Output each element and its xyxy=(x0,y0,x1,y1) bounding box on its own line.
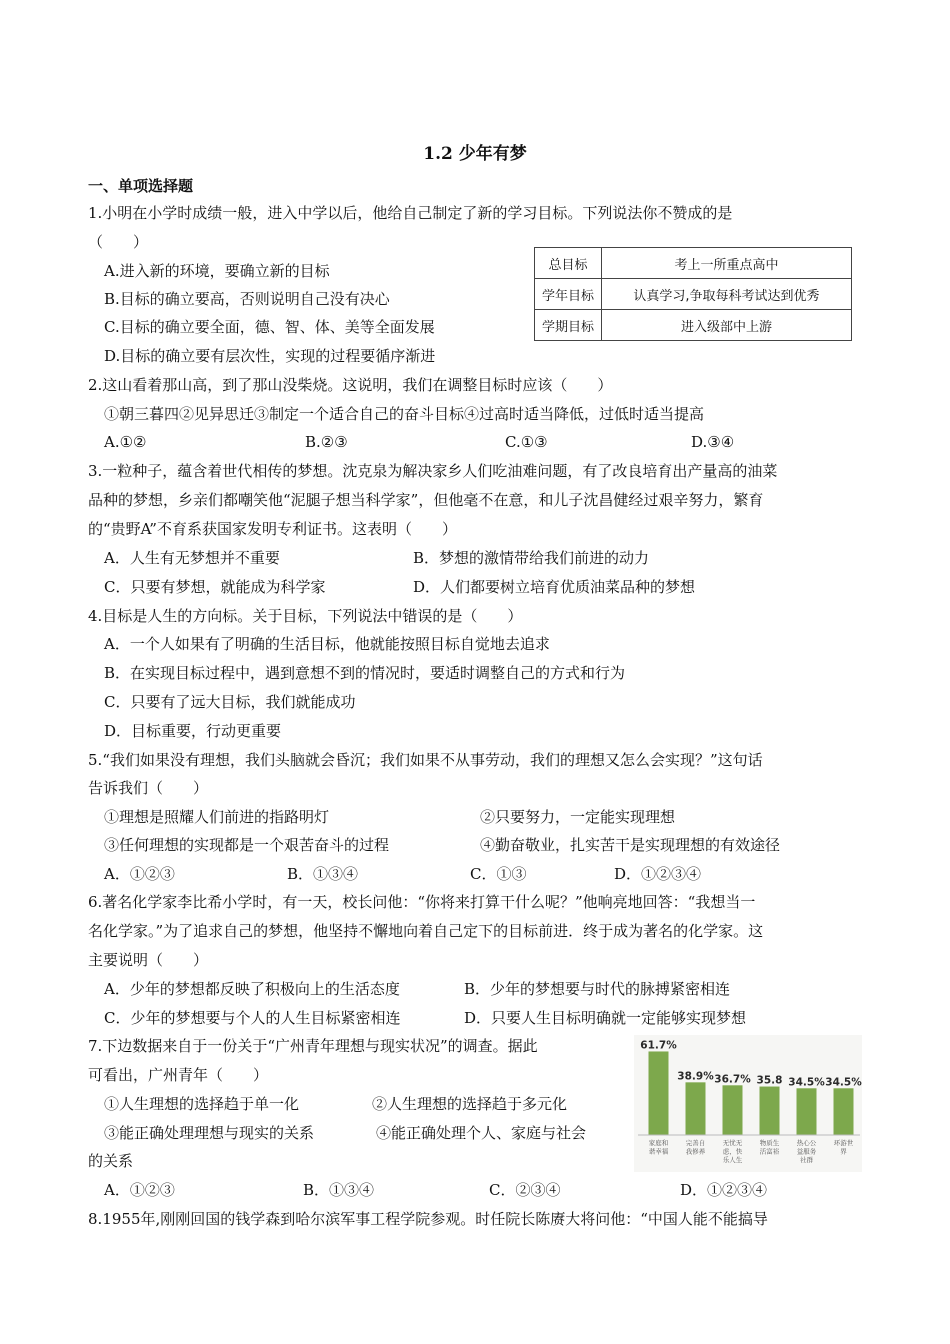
q2-items: ①朝三暮四②见异思迁③制定一个适合自己的奋斗目标④过高时适当降低，过低时适当提高 xyxy=(104,405,705,423)
q1-answer-paren: （ ） xyxy=(88,233,149,251)
q1-stem: 1.小明在小学时成绩一般，进入中学以后，他给自己制定了新的学习目标。下列说法你不赞成的是 xyxy=(88,204,733,222)
q3-option-b: B．梦想的激情带给我们前进的动力 xyxy=(413,549,650,567)
goal-label: 学年目标 xyxy=(535,279,602,310)
q5-stem-line: 告诉我们（ ） xyxy=(88,779,209,797)
q5-stem-line: 5.“我们如果没有理想，我们头脑就会昏沉；我们如果不从事劳动，我们的理想又怎么会实现？”这句话 xyxy=(88,751,763,769)
q1-option-a: A.进入新的环境，要确立新的目标 xyxy=(104,262,330,280)
q2-stem: 2.这山看着那山高，到了那山没柴烧。这说明，我们在调整目标时应该（ ） xyxy=(88,376,613,394)
q7-option-c: C．②③④ xyxy=(489,1181,561,1199)
chart-bar xyxy=(797,1088,817,1135)
goal-label: 学期目标 xyxy=(535,310,602,341)
q7-option-b: B．①③④ xyxy=(303,1181,375,1199)
chart-category-label: 家庭和 xyxy=(648,1139,669,1147)
q1-option-c: C.目标的确立要全面，德、智、体、美等全面发展 xyxy=(104,318,435,336)
q4-stem: 4.目标是人生的方向标。关于目标，下列说法中错误的是（ ） xyxy=(88,607,523,625)
q5-option-b: B．①③④ xyxy=(287,865,359,883)
q7-item-1: ①人生理想的选择趋于单一化 xyxy=(104,1095,300,1113)
q5-option-a: A．①②③ xyxy=(104,865,175,883)
goal-table-row xyxy=(535,310,852,341)
chart-value-label: 34.5% xyxy=(788,1076,825,1089)
section-heading: 一、单项选择题 xyxy=(88,177,194,195)
goal-value: 进入级部中上游 xyxy=(602,310,852,341)
chart-value-label: 35.8 xyxy=(756,1074,783,1087)
goal-value: 认真学习,争取每科考试达到优秀 xyxy=(602,279,852,310)
q3-stem-line: 的“贵野A”不育系获国家发明专利证书。这表明（ ） xyxy=(88,520,457,538)
q3-stem-line: 3.一粒种子，蕴含着世代相传的梦想。沈克泉为解决家乡人们吃油难问题，有了改良培育出产量高的油菜 xyxy=(88,462,778,480)
q7-item-3: ③能正确处理理想与现实的关系 xyxy=(104,1124,315,1142)
page-title: 1.2 少年有梦 xyxy=(423,144,527,164)
goal-table-row xyxy=(535,279,852,310)
q8-stem: 8.1955年,刚刚回国的钱学森到哈尔滨军事工程学院参观。时任院长陈赓大将问他：“中国人能不能搞导 xyxy=(88,1210,768,1228)
q7-stem-line: 7.下边数据来自于一份关于“广州青年理想与现实状况”的调查。据此 xyxy=(88,1037,538,1055)
q4-option-b: B．在实现目标过程中，遇到意想不到的情况时，要适时调整自己的方式和行为 xyxy=(104,664,626,682)
q5-option-c: C．①③ xyxy=(470,865,527,883)
q5-option-d: D．①②③④ xyxy=(614,865,702,883)
q4-option-c: C．只要有了远大目标，我们就能成功 xyxy=(104,693,356,711)
q1-option-b: B.目标的确立要高，否则说明自己没有决心 xyxy=(104,290,390,308)
q3-option-d: D．人们都要树立培育优质油菜品种的梦想 xyxy=(413,578,696,596)
q3-stem-line: 品种的梦想，乡亲们都嘲笑他“泥腿子想当科学家”，但他毫不在意，和儿子沈昌健经过艰辛努力，繁育 xyxy=(88,491,764,509)
goal-label: 总目标 xyxy=(535,248,602,279)
q6-stem-line: 名化学家。”为了追求自己的梦想，他坚持不懈地向着自己定下的目标前进．终于成为著名的化学家。这 xyxy=(88,922,764,940)
chart-bar xyxy=(834,1088,854,1135)
q3-option-c: C．只要有梦想，就能成为科学家 xyxy=(104,578,326,596)
q2-option-b: B.②③ xyxy=(305,433,348,451)
chart-canvas xyxy=(634,1035,862,1172)
q4-option-d: D．目标重要，行动更重要 xyxy=(104,722,282,740)
q5-item-4: ④勤奋敬业，扎实苦干是实现理想的有效途径 xyxy=(480,836,781,854)
q7-item-2: ②人生理想的选择趋于多元化 xyxy=(372,1095,568,1113)
chart-category-label: 虑，快 xyxy=(722,1147,743,1156)
chart-value-label: 36.7% xyxy=(714,1073,751,1086)
survey-bar-chart xyxy=(634,1035,862,1172)
chart-bar xyxy=(760,1087,780,1135)
chart-bar xyxy=(649,1051,669,1135)
chart-category-label: 完善自 xyxy=(685,1139,706,1147)
chart-category-label: 活富裕 xyxy=(759,1147,780,1156)
chart-value-label: 61.7% xyxy=(640,1039,677,1052)
q7-item-4: ④能正确处理个人、家庭与社会 xyxy=(376,1124,587,1142)
q4-option-a: A．一个人如果有了明确的生活目标，他就能按照目标自觉地去追求 xyxy=(104,635,550,653)
chart-category-label: 热心公 xyxy=(796,1139,817,1147)
chart-category-label: 谐幸福 xyxy=(648,1147,669,1156)
q5-item-1: ①理想是照耀人们前进的指路明灯 xyxy=(104,808,330,826)
chart-category-label: 乐人生 xyxy=(722,1156,743,1164)
chart-category-label: 物质生 xyxy=(759,1139,780,1147)
chart-bar xyxy=(723,1085,743,1135)
q6-option-a: A．少年的梦想都反映了积极向上的生活态度 xyxy=(104,980,400,998)
q2-option-c: C.①③ xyxy=(505,433,548,451)
chart-category-label: 益服务 xyxy=(796,1147,817,1156)
q7-option-a: A．①②③ xyxy=(104,1181,175,1199)
q6-stem-line: 主要说明（ ） xyxy=(88,951,209,969)
goal-table-row xyxy=(535,248,852,279)
q1-option-d: D.目标的确立要有层次性，实现的过程要循序渐进 xyxy=(104,347,436,365)
chart-value-label: 38.9% xyxy=(677,1070,714,1083)
q6-option-d: D．只要人生目标明确就一定能够实现梦想 xyxy=(464,1009,747,1027)
q7-option-d: D．①②③④ xyxy=(680,1181,768,1199)
goal-value: 考上一所重点高中 xyxy=(602,248,852,279)
q6-option-c: C．少年的梦想要与个人的人生目标紧密相连 xyxy=(104,1009,401,1027)
chart-category-label: 社群 xyxy=(800,1156,813,1164)
q2-option-d: D.③④ xyxy=(691,433,735,451)
q7-stem-line: 可看出，广州青年（ ） xyxy=(88,1066,269,1084)
q5-item-3: ③任何理想的实现都是一个艰苦奋斗的过程 xyxy=(104,836,390,854)
q2-option-a: A.①② xyxy=(104,433,147,451)
q3-option-a: A．人生有无梦想并不重要 xyxy=(104,549,280,567)
chart-bar xyxy=(686,1082,706,1135)
chart-category-label: 无忧无 xyxy=(722,1139,743,1147)
q6-option-b: B．少年的梦想要与时代的脉搏紧密相连 xyxy=(464,980,731,998)
q6-stem-line: 6.著名化学家李比希小学时，有一天，校长问他：“你将来打算干什么呢？”他响亮地回答：“我想当一 xyxy=(88,893,756,911)
q7-item-4-cont: 的关系 xyxy=(88,1152,134,1170)
chart-category-label: 环游世 xyxy=(833,1139,854,1147)
chart-category-label: 界 xyxy=(840,1147,847,1156)
goal-table xyxy=(534,247,852,341)
q5-item-2: ②只要努力，一定能实现理想 xyxy=(480,808,676,826)
chart-value-label: 34.5% xyxy=(825,1076,862,1089)
chart-category-label: 我修养 xyxy=(685,1147,706,1156)
